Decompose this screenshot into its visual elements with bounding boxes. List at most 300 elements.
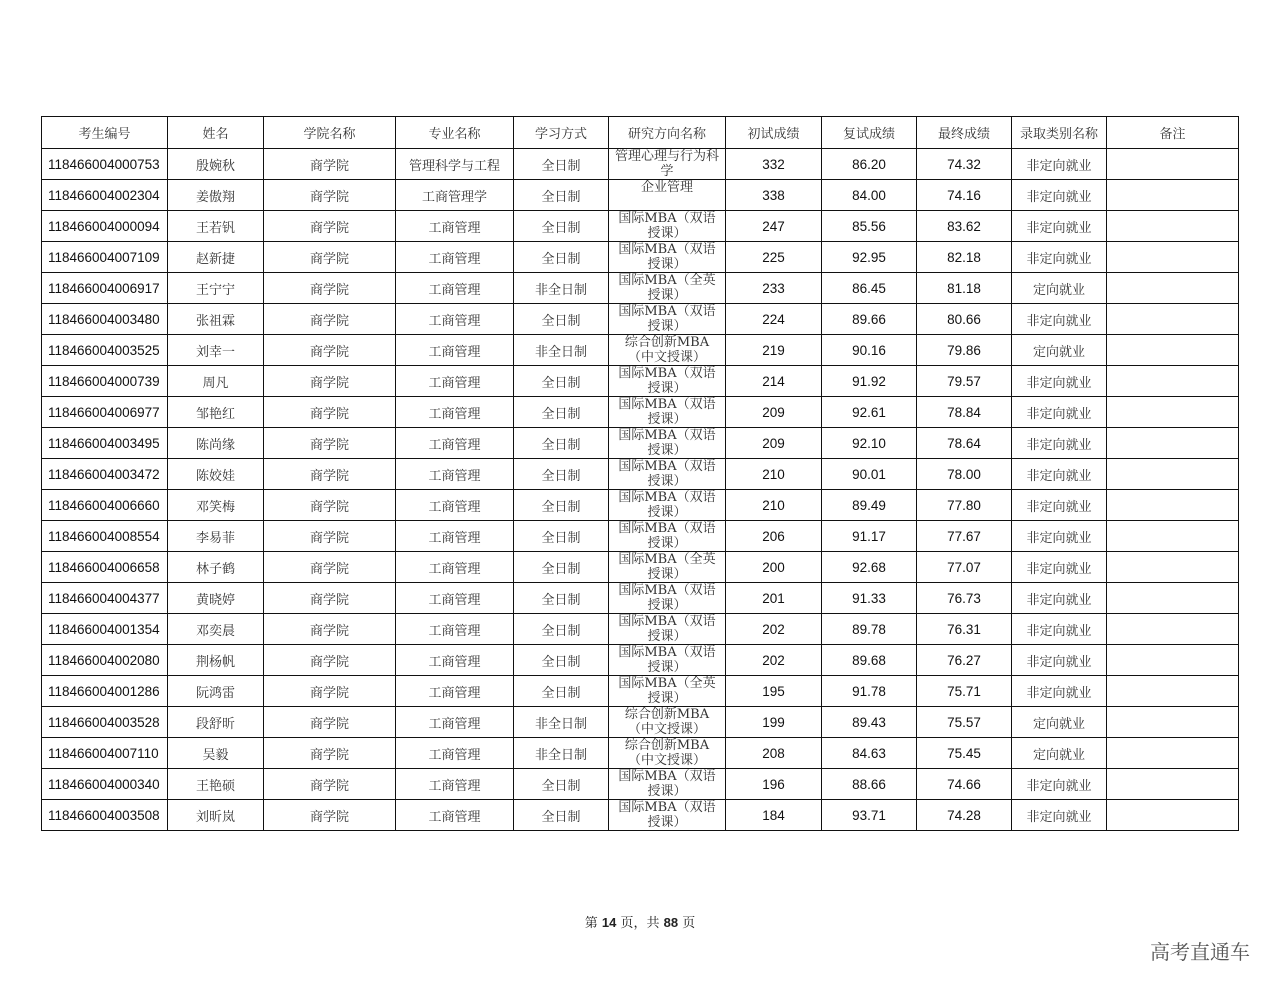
cell-research-direction bbox=[609, 490, 726, 521]
cell-research-direction bbox=[609, 614, 726, 645]
cell-remarks bbox=[1107, 211, 1239, 242]
cell-name: 姜傲翔 bbox=[168, 180, 264, 211]
cell-admission-category: 定向就业 bbox=[1012, 335, 1107, 366]
header-final-score: 最终成绩 bbox=[917, 117, 1012, 149]
cell-candidate-id: 118466004003525 bbox=[42, 335, 168, 366]
cell-admission-category: 非定向就业 bbox=[1012, 645, 1107, 676]
cell-study-mode: 全日制 bbox=[514, 304, 609, 335]
cell-research-direction bbox=[609, 273, 726, 304]
footer-text: 页，共 bbox=[616, 916, 664, 931]
research-direction-text: 国际MBA（双语授课） bbox=[618, 366, 716, 396]
cell-study-mode: 全日制 bbox=[514, 645, 609, 676]
table-row bbox=[42, 180, 1239, 211]
cell-study-mode: 全日制 bbox=[514, 552, 609, 583]
cell-college: 商学院 bbox=[264, 583, 396, 614]
cell-major: 工商管理 bbox=[396, 583, 514, 614]
cell-college: 商学院 bbox=[264, 676, 396, 707]
cell-research-direction bbox=[609, 769, 726, 800]
cell-remarks bbox=[1107, 366, 1239, 397]
cell-initial-score: 200 bbox=[726, 552, 822, 583]
cell-candidate-id: 118466004003472 bbox=[42, 459, 168, 490]
cell-remarks bbox=[1107, 459, 1239, 490]
cell-initial-score: 224 bbox=[726, 304, 822, 335]
cell-college: 商学院 bbox=[264, 149, 396, 180]
cell-study-mode: 全日制 bbox=[514, 521, 609, 552]
footer-text: 页 bbox=[678, 916, 696, 931]
cell-retest-score: 89.68 bbox=[822, 645, 917, 676]
cell-candidate-id: 118466004001354 bbox=[42, 614, 168, 645]
cell-name: 王若钒 bbox=[168, 211, 264, 242]
cell-retest-score: 92.10 bbox=[822, 428, 917, 459]
header-name: 姓名 bbox=[168, 117, 264, 149]
cell-retest-score: 84.63 bbox=[822, 738, 917, 769]
cell-research-direction bbox=[609, 552, 726, 583]
cell-candidate-id: 118466004000094 bbox=[42, 211, 168, 242]
cell-major: 工商管理 bbox=[396, 800, 514, 831]
cell-remarks bbox=[1107, 738, 1239, 769]
cell-final-score: 75.45 bbox=[917, 738, 1012, 769]
cell-admission-category: 非定向就业 bbox=[1012, 614, 1107, 645]
table-row bbox=[42, 211, 1239, 242]
cell-admission-category: 非定向就业 bbox=[1012, 552, 1107, 583]
cell-candidate-id: 118466004003528 bbox=[42, 707, 168, 738]
cell-remarks bbox=[1107, 180, 1239, 211]
cell-retest-score: 92.68 bbox=[822, 552, 917, 583]
cell-final-score: 80.66 bbox=[917, 304, 1012, 335]
cell-retest-score: 89.43 bbox=[822, 707, 917, 738]
table-row bbox=[42, 707, 1239, 738]
cell-retest-score: 90.16 bbox=[822, 335, 917, 366]
cell-college: 商学院 bbox=[264, 428, 396, 459]
cell-name: 邓奕晨 bbox=[168, 614, 264, 645]
research-direction-text: 管理心理与行为科学 bbox=[614, 149, 719, 179]
cell-final-score: 81.18 bbox=[917, 273, 1012, 304]
table-row bbox=[42, 304, 1239, 335]
cell-candidate-id: 118466004003495 bbox=[42, 428, 168, 459]
cell-major: 工商管理 bbox=[396, 552, 514, 583]
research-direction-text: 国际MBA（全英授课） bbox=[618, 552, 716, 582]
cell-research-direction bbox=[609, 335, 726, 366]
cell-admission-category: 定向就业 bbox=[1012, 738, 1107, 769]
table-row bbox=[42, 552, 1239, 583]
cell-candidate-id: 118466004000340 bbox=[42, 769, 168, 800]
cell-study-mode: 非全日制 bbox=[514, 335, 609, 366]
cell-name: 王艳硕 bbox=[168, 769, 264, 800]
cell-study-mode: 全日制 bbox=[514, 800, 609, 831]
cell-admission-category: 非定向就业 bbox=[1012, 242, 1107, 273]
cell-retest-score: 91.33 bbox=[822, 583, 917, 614]
cell-candidate-id: 118466004006917 bbox=[42, 273, 168, 304]
research-direction-text: 国际MBA（双语授课） bbox=[618, 521, 716, 551]
header-candidate-id: 考生编号 bbox=[42, 117, 168, 149]
cell-major: 管理科学与工程 bbox=[396, 149, 514, 180]
cell-research-direction bbox=[609, 397, 726, 428]
cell-college: 商学院 bbox=[264, 521, 396, 552]
cell-name: 陈姣娃 bbox=[168, 459, 264, 490]
cell-final-score: 79.86 bbox=[917, 335, 1012, 366]
cell-initial-score: 219 bbox=[726, 335, 822, 366]
research-direction-text: 国际MBA（全英授课） bbox=[618, 676, 716, 706]
current-page: 14 bbox=[601, 915, 617, 930]
header-college: 学院名称 bbox=[264, 117, 396, 149]
cell-final-score: 74.16 bbox=[917, 180, 1012, 211]
cell-remarks bbox=[1107, 676, 1239, 707]
cell-initial-score: 338 bbox=[726, 180, 822, 211]
table-row bbox=[42, 459, 1239, 490]
research-direction-text: 企业管理 bbox=[640, 180, 693, 195]
cell-admission-category: 非定向就业 bbox=[1012, 180, 1107, 211]
cell-study-mode: 全日制 bbox=[514, 676, 609, 707]
page-footer bbox=[0, 912, 1280, 931]
cell-name: 张祖霖 bbox=[168, 304, 264, 335]
cell-initial-score: 210 bbox=[726, 490, 822, 521]
research-direction-text: 国际MBA（双语授课） bbox=[618, 645, 716, 675]
cell-study-mode: 非全日制 bbox=[514, 707, 609, 738]
cell-name: 刘昕岚 bbox=[168, 800, 264, 831]
table-header bbox=[42, 117, 1239, 149]
cell-retest-score: 84.00 bbox=[822, 180, 917, 211]
cell-candidate-id: 118466004002080 bbox=[42, 645, 168, 676]
cell-admission-category: 非定向就业 bbox=[1012, 490, 1107, 521]
cell-study-mode: 非全日制 bbox=[514, 738, 609, 769]
cell-research-direction bbox=[609, 707, 726, 738]
table-row bbox=[42, 149, 1239, 180]
cell-name: 陈尚缘 bbox=[168, 428, 264, 459]
cell-research-direction bbox=[609, 180, 726, 211]
cell-initial-score: 247 bbox=[726, 211, 822, 242]
cell-admission-category: 非定向就业 bbox=[1012, 149, 1107, 180]
cell-candidate-id: 118466004000753 bbox=[42, 149, 168, 180]
table-row bbox=[42, 490, 1239, 521]
cell-admission-category: 非定向就业 bbox=[1012, 211, 1107, 242]
cell-admission-category: 非定向就业 bbox=[1012, 428, 1107, 459]
cell-major: 工商管理 bbox=[396, 738, 514, 769]
admission-table bbox=[41, 116, 1239, 831]
cell-college: 商学院 bbox=[264, 490, 396, 521]
cell-retest-score: 91.17 bbox=[822, 521, 917, 552]
research-direction-text: 国际MBA（双语授课） bbox=[618, 459, 716, 489]
cell-final-score: 76.27 bbox=[917, 645, 1012, 676]
header-remarks: 备注 bbox=[1107, 117, 1239, 149]
cell-major: 工商管理 bbox=[396, 614, 514, 645]
header-retest-score: 复试成绩 bbox=[822, 117, 917, 149]
cell-name: 邓笑梅 bbox=[168, 490, 264, 521]
cell-candidate-id: 118466004008554 bbox=[42, 521, 168, 552]
table-row bbox=[42, 366, 1239, 397]
cell-remarks bbox=[1107, 521, 1239, 552]
cell-research-direction bbox=[609, 149, 726, 180]
cell-research-direction bbox=[609, 521, 726, 552]
cell-admission-category: 非定向就业 bbox=[1012, 397, 1107, 428]
cell-study-mode: 全日制 bbox=[514, 583, 609, 614]
cell-admission-category: 定向就业 bbox=[1012, 707, 1107, 738]
cell-remarks bbox=[1107, 614, 1239, 645]
research-direction-text: 国际MBA（双语授课） bbox=[618, 304, 716, 334]
cell-college: 商学院 bbox=[264, 614, 396, 645]
cell-candidate-id: 118466004003508 bbox=[42, 800, 168, 831]
cell-study-mode: 全日制 bbox=[514, 397, 609, 428]
table-row bbox=[42, 583, 1239, 614]
cell-retest-score: 90.01 bbox=[822, 459, 917, 490]
total-pages: 88 bbox=[663, 915, 679, 930]
header-admission-category: 录取类别名称 bbox=[1012, 117, 1107, 149]
cell-research-direction bbox=[609, 242, 726, 273]
cell-research-direction bbox=[609, 738, 726, 769]
research-direction-text: 国际MBA（双语授课） bbox=[618, 211, 716, 241]
watermark: 高考直通车 bbox=[1150, 940, 1250, 964]
research-direction-text: 国际MBA（双语授课） bbox=[618, 583, 716, 613]
cell-study-mode: 全日制 bbox=[514, 490, 609, 521]
cell-research-direction bbox=[609, 304, 726, 335]
cell-final-score: 77.80 bbox=[917, 490, 1012, 521]
cell-final-score: 74.28 bbox=[917, 800, 1012, 831]
cell-major: 工商管理 bbox=[396, 335, 514, 366]
cell-college: 商学院 bbox=[264, 366, 396, 397]
cell-final-score: 75.71 bbox=[917, 676, 1012, 707]
cell-retest-score: 91.78 bbox=[822, 676, 917, 707]
cell-candidate-id: 118466004000739 bbox=[42, 366, 168, 397]
cell-final-score: 79.57 bbox=[917, 366, 1012, 397]
cell-initial-score: 201 bbox=[726, 583, 822, 614]
cell-study-mode: 全日制 bbox=[514, 211, 609, 242]
cell-candidate-id: 118466004006658 bbox=[42, 552, 168, 583]
table-row bbox=[42, 645, 1239, 676]
table-row bbox=[42, 335, 1239, 366]
cell-college: 商学院 bbox=[264, 769, 396, 800]
cell-retest-score: 86.20 bbox=[822, 149, 917, 180]
cell-major: 工商管理 bbox=[396, 676, 514, 707]
cell-college: 商学院 bbox=[264, 211, 396, 242]
table-row bbox=[42, 614, 1239, 645]
cell-initial-score: 209 bbox=[726, 428, 822, 459]
research-direction-text: 国际MBA（双语授课） bbox=[618, 769, 716, 799]
cell-major: 工商管理 bbox=[396, 521, 514, 552]
cell-college: 商学院 bbox=[264, 645, 396, 676]
cell-retest-score: 89.49 bbox=[822, 490, 917, 521]
cell-study-mode: 非全日制 bbox=[514, 273, 609, 304]
cell-admission-category: 非定向就业 bbox=[1012, 676, 1107, 707]
cell-study-mode: 全日制 bbox=[514, 242, 609, 273]
cell-initial-score: 206 bbox=[726, 521, 822, 552]
header-research-direction: 研究方向名称 bbox=[609, 117, 726, 149]
cell-candidate-id: 118466004007109 bbox=[42, 242, 168, 273]
cell-major: 工商管理 bbox=[396, 304, 514, 335]
cell-admission-category: 非定向就业 bbox=[1012, 366, 1107, 397]
cell-study-mode: 全日制 bbox=[514, 769, 609, 800]
cell-research-direction bbox=[609, 676, 726, 707]
cell-initial-score: 195 bbox=[726, 676, 822, 707]
cell-candidate-id: 118466004006977 bbox=[42, 397, 168, 428]
research-direction-text: 综合创新MBA（中文授课） bbox=[624, 707, 710, 737]
cell-remarks bbox=[1107, 583, 1239, 614]
cell-initial-score: 208 bbox=[726, 738, 822, 769]
cell-name: 刘幸一 bbox=[168, 335, 264, 366]
cell-name: 李易菲 bbox=[168, 521, 264, 552]
cell-college: 商学院 bbox=[264, 335, 396, 366]
cell-initial-score: 202 bbox=[726, 645, 822, 676]
cell-name: 阮鸿雷 bbox=[168, 676, 264, 707]
cell-admission-category: 非定向就业 bbox=[1012, 583, 1107, 614]
research-direction-text: 国际MBA（双语授课） bbox=[618, 490, 716, 520]
cell-remarks bbox=[1107, 769, 1239, 800]
table-row bbox=[42, 428, 1239, 459]
cell-research-direction bbox=[609, 645, 726, 676]
cell-college: 商学院 bbox=[264, 738, 396, 769]
cell-college: 商学院 bbox=[264, 242, 396, 273]
header-initial-score: 初试成绩 bbox=[726, 117, 822, 149]
cell-name: 荆杨帆 bbox=[168, 645, 264, 676]
header-study-mode: 学习方式 bbox=[514, 117, 609, 149]
cell-admission-category: 非定向就业 bbox=[1012, 521, 1107, 552]
cell-retest-score: 93.71 bbox=[822, 800, 917, 831]
cell-college: 商学院 bbox=[264, 180, 396, 211]
cell-final-score: 77.07 bbox=[917, 552, 1012, 583]
cell-remarks bbox=[1107, 428, 1239, 459]
cell-research-direction bbox=[609, 459, 726, 490]
cell-final-score: 74.66 bbox=[917, 769, 1012, 800]
table-row bbox=[42, 397, 1239, 428]
cell-initial-score: 202 bbox=[726, 614, 822, 645]
footer-text: 第 bbox=[584, 916, 602, 931]
cell-retest-score: 86.45 bbox=[822, 273, 917, 304]
cell-research-direction bbox=[609, 428, 726, 459]
research-direction-text: 国际MBA（双语授课） bbox=[618, 614, 716, 644]
cell-candidate-id: 118466004001286 bbox=[42, 676, 168, 707]
cell-final-score: 76.73 bbox=[917, 583, 1012, 614]
cell-major: 工商管理 bbox=[396, 242, 514, 273]
cell-initial-score: 196 bbox=[726, 769, 822, 800]
cell-remarks bbox=[1107, 800, 1239, 831]
cell-retest-score: 92.61 bbox=[822, 397, 917, 428]
cell-admission-category: 非定向就业 bbox=[1012, 304, 1107, 335]
cell-initial-score: 210 bbox=[726, 459, 822, 490]
cell-name: 林子鹤 bbox=[168, 552, 264, 583]
research-direction-text: 国际MBA（双语授课） bbox=[618, 428, 716, 458]
cell-retest-score: 92.95 bbox=[822, 242, 917, 273]
cell-initial-score: 199 bbox=[726, 707, 822, 738]
cell-college: 商学院 bbox=[264, 707, 396, 738]
cell-final-score: 78.84 bbox=[917, 397, 1012, 428]
cell-name: 黄晓婷 bbox=[168, 583, 264, 614]
cell-remarks bbox=[1107, 304, 1239, 335]
cell-major: 工商管理 bbox=[396, 707, 514, 738]
cell-final-score: 75.57 bbox=[917, 707, 1012, 738]
header-major: 专业名称 bbox=[396, 117, 514, 149]
cell-final-score: 82.18 bbox=[917, 242, 1012, 273]
cell-candidate-id: 118466004006660 bbox=[42, 490, 168, 521]
cell-retest-score: 89.78 bbox=[822, 614, 917, 645]
cell-retest-score: 91.92 bbox=[822, 366, 917, 397]
cell-college: 商学院 bbox=[264, 397, 396, 428]
cell-major: 工商管理 bbox=[396, 490, 514, 521]
table-row bbox=[42, 521, 1239, 552]
cell-major: 工商管理 bbox=[396, 366, 514, 397]
cell-major: 工商管理学 bbox=[396, 180, 514, 211]
cell-remarks bbox=[1107, 149, 1239, 180]
cell-name: 赵新捷 bbox=[168, 242, 264, 273]
cell-college: 商学院 bbox=[264, 304, 396, 335]
cell-name: 邹艳红 bbox=[168, 397, 264, 428]
cell-remarks bbox=[1107, 552, 1239, 583]
cell-candidate-id: 118466004003480 bbox=[42, 304, 168, 335]
cell-final-score: 78.64 bbox=[917, 428, 1012, 459]
cell-remarks bbox=[1107, 335, 1239, 366]
cell-major: 工商管理 bbox=[396, 459, 514, 490]
cell-name: 王宁宁 bbox=[168, 273, 264, 304]
research-direction-text: 国际MBA（全英授课） bbox=[618, 273, 716, 303]
table-row bbox=[42, 273, 1239, 304]
cell-study-mode: 全日制 bbox=[514, 180, 609, 211]
research-direction-text: 国际MBA（双语授课） bbox=[618, 242, 716, 272]
cell-initial-score: 184 bbox=[726, 800, 822, 831]
cell-college: 商学院 bbox=[264, 552, 396, 583]
cell-admission-category: 非定向就业 bbox=[1012, 800, 1107, 831]
cell-major: 工商管理 bbox=[396, 211, 514, 242]
cell-candidate-id: 118466004007110 bbox=[42, 738, 168, 769]
cell-remarks bbox=[1107, 707, 1239, 738]
cell-research-direction bbox=[609, 211, 726, 242]
cell-research-direction bbox=[609, 366, 726, 397]
cell-final-score: 74.32 bbox=[917, 149, 1012, 180]
cell-retest-score: 89.66 bbox=[822, 304, 917, 335]
cell-remarks bbox=[1107, 397, 1239, 428]
cell-major: 工商管理 bbox=[396, 428, 514, 459]
cell-admission-category: 定向就业 bbox=[1012, 273, 1107, 304]
table-row bbox=[42, 769, 1239, 800]
research-direction-text: 国际MBA（双语授课） bbox=[618, 397, 716, 427]
cell-candidate-id: 118466004004377 bbox=[42, 583, 168, 614]
cell-major: 工商管理 bbox=[396, 397, 514, 428]
cell-final-score: 76.31 bbox=[917, 614, 1012, 645]
cell-initial-score: 233 bbox=[726, 273, 822, 304]
research-direction-text: 国际MBA（双语授课） bbox=[618, 800, 716, 830]
cell-name: 殷婉秋 bbox=[168, 149, 264, 180]
cell-final-score: 77.67 bbox=[917, 521, 1012, 552]
cell-study-mode: 全日制 bbox=[514, 366, 609, 397]
cell-initial-score: 332 bbox=[726, 149, 822, 180]
cell-initial-score: 209 bbox=[726, 397, 822, 428]
research-direction-text: 综合创新MBA（中文授课） bbox=[624, 738, 710, 768]
cell-admission-category: 非定向就业 bbox=[1012, 459, 1107, 490]
cell-retest-score: 85.56 bbox=[822, 211, 917, 242]
cell-final-score: 83.62 bbox=[917, 211, 1012, 242]
cell-remarks bbox=[1107, 273, 1239, 304]
cell-name: 周凡 bbox=[168, 366, 264, 397]
cell-candidate-id: 118466004002304 bbox=[42, 180, 168, 211]
cell-research-direction bbox=[609, 800, 726, 831]
cell-study-mode: 全日制 bbox=[514, 428, 609, 459]
cell-name: 段舒昕 bbox=[168, 707, 264, 738]
cell-retest-score: 88.66 bbox=[822, 769, 917, 800]
cell-remarks bbox=[1107, 242, 1239, 273]
cell-college: 商学院 bbox=[264, 800, 396, 831]
cell-major: 工商管理 bbox=[396, 273, 514, 304]
cell-major: 工商管理 bbox=[396, 769, 514, 800]
cell-study-mode: 全日制 bbox=[514, 459, 609, 490]
table-row bbox=[42, 738, 1239, 769]
cell-study-mode: 全日制 bbox=[514, 614, 609, 645]
cell-study-mode: 全日制 bbox=[514, 149, 609, 180]
cell-initial-score: 225 bbox=[726, 242, 822, 273]
cell-remarks bbox=[1107, 645, 1239, 676]
cell-initial-score: 214 bbox=[726, 366, 822, 397]
cell-major: 工商管理 bbox=[396, 645, 514, 676]
table-row bbox=[42, 800, 1239, 831]
cell-admission-category: 非定向就业 bbox=[1012, 769, 1107, 800]
cell-college: 商学院 bbox=[264, 273, 396, 304]
cell-final-score: 78.00 bbox=[917, 459, 1012, 490]
table-row bbox=[42, 242, 1239, 273]
